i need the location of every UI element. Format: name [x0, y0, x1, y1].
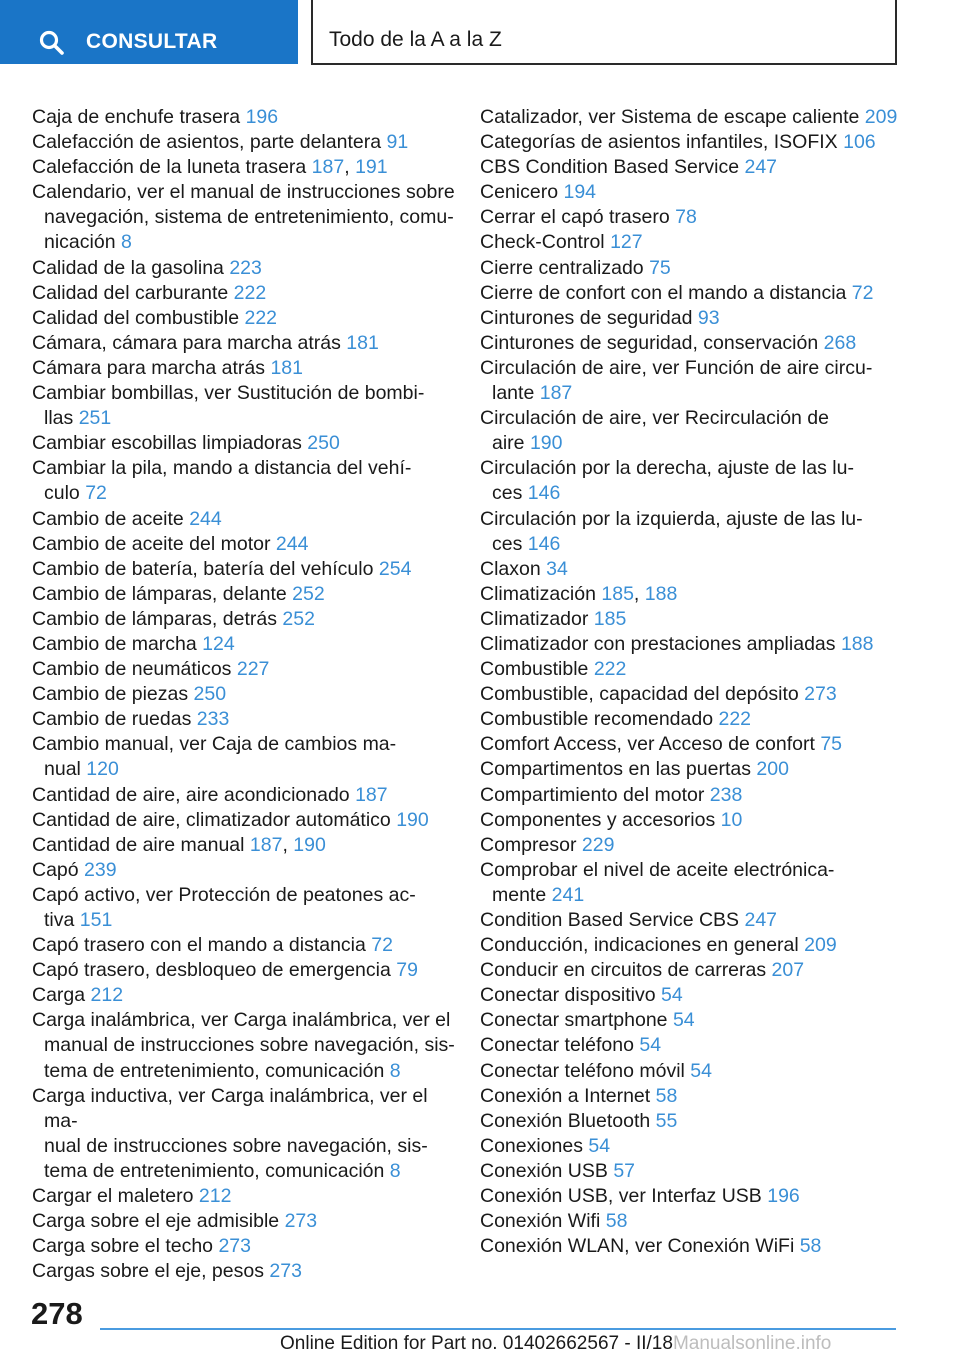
index-entry-text: Climatizador con prestaciones ampliadas	[480, 632, 836, 655]
page-link[interactable]: 239	[84, 858, 117, 881]
index-entry-text: Carga sobre el techo	[32, 1235, 214, 1258]
index-entry-text: Conexión Wifi	[480, 1210, 601, 1233]
page-link[interactable]: 252	[282, 607, 315, 630]
index-entry-text: Cambio de lámparas, delante	[32, 582, 287, 605]
index-entry	[480, 707, 920, 732]
page-link[interactable]: 209	[804, 934, 837, 957]
page-link[interactable]: 54	[690, 1059, 712, 1082]
index-entry: Climatización 185, 188	[480, 582, 678, 605]
page-link[interactable]: 181	[346, 331, 379, 354]
index-entry	[32, 1184, 462, 1209]
consult-label: CONSULTAR	[86, 30, 218, 53]
page-link[interactable]: 222	[244, 306, 278, 329]
page-link[interactable]: 93	[697, 306, 720, 329]
index-entry-text: llas	[44, 407, 74, 430]
index-entry	[480, 933, 920, 958]
page-link[interactable]: 273	[804, 683, 837, 706]
index-entry	[480, 632, 920, 657]
index-entry-text: Climatización	[480, 582, 596, 605]
index-entry	[480, 1209, 920, 1234]
page-link[interactable]: 187	[311, 156, 345, 179]
index-entry-text: Cámara para marcha atrás	[32, 356, 266, 379]
page-link[interactable]: 196	[245, 106, 279, 128]
index-entry	[480, 306, 920, 331]
page-link[interactable]: 190	[529, 432, 563, 455]
page-link[interactable]: 91	[386, 131, 409, 154]
index-entry-text: Carga sobre el eje admisible	[32, 1210, 280, 1233]
index-entry	[480, 657, 920, 682]
index-entry-text: Cargar el maletero	[32, 1185, 194, 1208]
index-entry-text: Combustible recomendado	[480, 708, 714, 731]
index-entry	[32, 707, 462, 732]
page-link[interactable]: 244	[275, 532, 309, 555]
index-entry-text: manual de instrucciones sobre navegación, sis-	[44, 1034, 455, 1057]
index-entry-text: Calendario, ver el manual de instrucciones sobre	[32, 181, 455, 204]
index-entry-text: Combustible	[480, 658, 589, 681]
index-entry-text: Capó trasero con el mando a distancia	[32, 934, 366, 957]
index-entry-text: Conectar smartphone	[480, 1009, 668, 1032]
index-entry-text: Cambio manual, ver Caja de cambios ma-	[32, 733, 397, 756]
index-entry	[32, 105, 462, 130]
page-link[interactable]: 75	[820, 733, 843, 756]
index-entry-text: Cambio de lámparas, detrás	[32, 607, 277, 630]
index-entry-text: mente	[492, 883, 547, 906]
page-link[interactable]: 185	[601, 582, 634, 605]
index-entry-text: Conexión USB, ver Interfaz USB	[480, 1185, 762, 1208]
index-entry-text: ces	[492, 532, 523, 555]
index-entry	[480, 1159, 920, 1184]
page-link[interactable]: 229	[581, 833, 615, 856]
index-entry	[480, 607, 920, 632]
index-entry-text: Compresor	[480, 833, 577, 856]
page-link[interactable]: 187	[249, 833, 283, 856]
page-link[interactable]: 190	[396, 808, 429, 831]
index-entry	[32, 732, 462, 782]
footer-edition	[280, 1333, 831, 1355]
index-entry	[32, 456, 462, 506]
index-entry-text: Conexión WLAN, ver Conexión WiFi	[480, 1235, 795, 1258]
index-entry-text: Cambio de marcha	[32, 632, 197, 655]
page-link[interactable]: 120	[86, 758, 119, 781]
index-entry	[32, 783, 462, 808]
index-entry-text: Conducir en circuitos de carreras	[480, 959, 767, 982]
index-column-left	[32, 105, 462, 1284]
index-entry	[480, 331, 920, 356]
index-entry-text: Calidad de la gasolina	[32, 256, 224, 279]
page-link[interactable]: 8	[389, 1059, 401, 1082]
index-entry-text: Combustible, capacidad del depósito	[480, 683, 799, 706]
index-entry	[480, 256, 920, 281]
index-entry-text: ces	[492, 482, 523, 505]
index-entry-text: Carga inductiva, ver Carga inalámbrica, ver el ma-	[32, 1084, 428, 1132]
page-link[interactable]: 222	[233, 281, 267, 304]
page-link[interactable]: 185	[593, 607, 627, 630]
page-link[interactable]: 238	[709, 783, 743, 806]
index-entry-text: Conectar dispositivo	[480, 984, 656, 1007]
index-entry	[32, 180, 462, 255]
index-entry-text: Carga	[32, 984, 86, 1007]
index-entry-text: Circulación por la derecha, ajuste de las lu-	[480, 457, 854, 480]
index-entry-text: Capó	[32, 858, 79, 881]
index-entry	[480, 1234, 920, 1259]
index-entry-text: Calidad del carburante	[32, 281, 229, 304]
index-entry	[32, 808, 462, 833]
index-entry	[480, 1109, 920, 1134]
index-entry-text: Cambiar la pila, mando a distancia del vehí-	[32, 457, 412, 480]
index-entry	[32, 983, 462, 1008]
index-entry-text: Cierre de confort con el mando a distancia	[480, 281, 847, 304]
page-link[interactable]: 223	[229, 256, 262, 279]
index-entry-text: Cenicero	[480, 181, 559, 204]
index-entry-text: nual de instrucciones sobre navegación, sis-	[44, 1134, 428, 1157]
index-entry	[480, 1033, 920, 1058]
index-entry	[32, 431, 462, 456]
page-link[interactable]: 194	[563, 181, 597, 204]
index-entry	[32, 356, 462, 381]
index-entry-text: Cambio de neumáticos	[32, 658, 232, 681]
page-link[interactable]: 250	[307, 432, 340, 455]
index-entry	[480, 180, 920, 205]
page-link[interactable]: 244	[189, 507, 222, 530]
page-link[interactable]: 72	[851, 281, 874, 304]
tab-a-to-z[interactable]	[311, 0, 897, 65]
index-entry	[480, 155, 920, 180]
index-entry-text: Comfort Access, ver Acceso de confort	[480, 733, 815, 756]
page-link[interactable]: 209	[864, 106, 898, 128]
page-link[interactable]: 207	[771, 959, 805, 982]
index-entry-text: culo	[44, 482, 80, 505]
index-entry-text: Cambio de ruedas	[32, 708, 192, 731]
index-entry-text: Cambiar escobillas limpiadoras	[32, 432, 302, 455]
index-entry	[32, 1008, 462, 1083]
index-entry	[480, 682, 920, 707]
index-entry: Cantidad de aire manual 187, 190	[32, 833, 326, 856]
index-entry	[480, 130, 920, 155]
index-entry-text: Conectar teléfono	[480, 1034, 634, 1057]
page-link[interactable]: 72	[371, 934, 393, 957]
index-entry	[32, 557, 462, 582]
page-link[interactable]: 79	[396, 959, 418, 982]
index-entry-text: Cerrar el capó trasero	[480, 206, 670, 229]
index-entry-text: Cámara, cámara para marcha atrás	[32, 331, 341, 354]
index-entry	[480, 908, 920, 933]
page-link[interactable]: 251	[78, 407, 112, 430]
index-entry-text: Cantidad de aire, climatizador automático	[32, 808, 391, 831]
index-entry-text: Capó trasero, desbloqueo de emergencia	[32, 959, 391, 982]
index-entry-text: Cambio de aceite	[32, 507, 184, 530]
index-entry-text: Check-Control	[480, 231, 605, 254]
index-entry	[32, 381, 462, 431]
index-entry	[32, 1084, 462, 1184]
index-entry	[32, 331, 462, 356]
index-entry	[32, 306, 462, 331]
page-link[interactable]: 247	[744, 909, 778, 931]
index-entry-text: Condition Based Service CBS	[480, 909, 740, 931]
page-link[interactable]: 191	[355, 156, 388, 179]
page-link[interactable]: 8	[120, 231, 132, 254]
index-entry-text: Calidad del combustible	[32, 306, 240, 329]
index-entry	[32, 582, 462, 607]
page-link[interactable]: 227	[236, 658, 270, 681]
page-link[interactable]: 127	[610, 231, 643, 254]
index-entry	[480, 557, 920, 582]
index-entry-text: lante	[492, 382, 535, 405]
index-entry	[480, 281, 920, 306]
page-link[interactable]: 247	[744, 156, 778, 179]
page-link[interactable]: 188	[840, 632, 874, 655]
index-entry	[32, 657, 462, 682]
search-icon	[39, 30, 65, 56]
index-entry	[480, 1008, 920, 1033]
index-entry	[32, 1234, 462, 1259]
page-link[interactable]: 146	[527, 482, 561, 505]
index-entry-text: Cinturones de seguridad, conservación	[480, 331, 819, 354]
index-entry-text: Claxon	[480, 557, 541, 580]
page-link[interactable]: 146	[527, 532, 561, 555]
footer-rule	[100, 1328, 896, 1330]
index-entry-text: Cambio de piezas	[32, 683, 189, 706]
index-entry	[480, 507, 920, 557]
page-link[interactable]: 273	[269, 1260, 302, 1283]
index-entry	[32, 607, 462, 632]
page-link[interactable]: 241	[551, 883, 585, 906]
index-entry	[32, 281, 462, 306]
index-entry-text: Cantidad de aire manual	[32, 833, 245, 856]
index-entry-text: nicación	[44, 231, 116, 254]
page-link[interactable]: 124	[202, 632, 235, 655]
index-entry	[32, 632, 462, 657]
index-entry-text: tema de entretenimiento, comunicación	[44, 1159, 385, 1182]
index-entry	[32, 1259, 462, 1284]
index-entry-text: Conectar teléfono móvil	[480, 1059, 685, 1082]
index-entry	[480, 406, 920, 456]
index-entry	[480, 732, 920, 757]
index-entry-text: Cambio de aceite del motor	[32, 532, 271, 555]
page-link[interactable]: 200	[756, 758, 789, 781]
consult-button[interactable]	[0, 0, 298, 64]
index-entry	[32, 858, 462, 883]
index-entry	[480, 230, 920, 255]
index-entry-text: Compartimentos en las puertas	[480, 758, 751, 781]
page-link[interactable]: 55	[655, 1109, 678, 1132]
index-entry	[480, 1134, 920, 1159]
index-entry-text: Compartimiento del motor	[480, 783, 705, 806]
page-link[interactable]: 187	[539, 382, 573, 405]
page-link[interactable]: 8	[389, 1159, 401, 1182]
index-entry-text: Conexiones	[480, 1134, 583, 1157]
page-link[interactable]: 250	[193, 683, 227, 706]
index-entry	[32, 933, 462, 958]
index-entry	[480, 205, 920, 230]
index-entry-text: nual	[44, 758, 81, 781]
index-entry-text: Cinturones de seguridad	[480, 306, 693, 329]
index-entry	[32, 256, 462, 281]
index-column-right	[480, 105, 920, 1259]
index-entry	[480, 783, 920, 808]
index-entry-text: Categorías de asientos infantiles, ISOFIX	[480, 131, 838, 154]
index-entry-text: CBS Condition Based Service	[480, 156, 740, 179]
index-entry-text: Cargas sobre el eje, pesos	[32, 1260, 264, 1283]
index-entry	[480, 1184, 920, 1209]
index-entry-text: Cambio de batería, batería del vehículo	[32, 557, 374, 580]
page-number: 278	[31, 1296, 83, 1331]
header	[0, 0, 960, 66]
tab-a-to-z-label: Todo de la A a la Z	[329, 28, 502, 51]
page-link[interactable]: 181	[270, 356, 303, 379]
index-entry	[32, 958, 462, 983]
page-link[interactable]: 254	[378, 557, 412, 580]
index-entry-text: Circulación de aire, ver Función de aire circu-	[480, 356, 873, 379]
page-link[interactable]: 222	[718, 708, 752, 731]
index-entry-text: Calefacción de asientos, parte delantera	[32, 131, 382, 154]
index-entry	[32, 532, 462, 557]
index-entry-text: Calefacción de la luneta trasera	[32, 156, 307, 179]
index-entry	[32, 682, 462, 707]
index-entry-text: Comprobar el nivel de aceite electrónica-	[480, 858, 835, 881]
index-entry-text: Carga inalámbrica, ver Carga inalámbrica, ver el	[32, 1009, 451, 1032]
index-entry-text: Catalizador, ver Sistema de escape caliente	[480, 106, 860, 128]
page-link[interactable]: 54	[672, 1009, 695, 1032]
page-link[interactable]: 273	[218, 1235, 251, 1258]
page-link[interactable]: 58	[799, 1235, 822, 1258]
index-entry-text: Cantidad de aire, aire acondicionado	[32, 783, 350, 806]
index-entry	[480, 858, 920, 908]
page-link[interactable]: 54	[661, 984, 683, 1007]
page-link[interactable]: 222	[593, 658, 627, 681]
page-link[interactable]: 233	[196, 708, 230, 731]
index-entry-text: Conexión Bluetooth	[480, 1109, 651, 1132]
page-link[interactable]: 188	[644, 582, 678, 605]
index-entry	[480, 105, 920, 130]
page-link[interactable]: 10	[720, 808, 743, 831]
page-link[interactable]: 75	[649, 256, 671, 279]
page-link[interactable]: 187	[355, 783, 388, 806]
page-link[interactable]: 34	[546, 557, 568, 580]
index-entry-text: Caja de enchufe trasera	[32, 106, 241, 128]
index-entry	[32, 1209, 462, 1234]
edition-text: Online Edition for Part no. 01402662567 - II/18	[280, 1333, 673, 1354]
page-link[interactable]: 58	[655, 1084, 678, 1107]
index-entry-text: aire	[492, 432, 525, 455]
index-entry	[480, 356, 920, 406]
index-entry	[480, 833, 920, 858]
index-entry	[480, 808, 920, 833]
index-entry	[480, 757, 920, 782]
index-entry-text: Cierre centralizado	[480, 256, 644, 279]
index-entry-text: Climatizador	[480, 607, 589, 630]
page-link[interactable]: 268	[823, 331, 857, 354]
index-entry-text: Circulación de aire, ver Recirculación de	[480, 407, 829, 430]
index-entry-text: Cambiar bombillas, ver Sustitución de bombi-	[32, 382, 425, 405]
page-link[interactable]: 196	[767, 1185, 800, 1208]
index-entry-text: Componentes y accesorios	[480, 808, 716, 831]
index-entry	[32, 507, 462, 532]
page-link[interactable]: 252	[292, 582, 325, 605]
watermark: Manualsonline.info	[672, 1333, 832, 1354]
index-entry-text: navegación, sistema de entretenimiento, comu-	[44, 206, 454, 229]
index-entry-text: tema de entretenimiento, comunicación	[44, 1059, 385, 1082]
index-entry-text: Conexión a Internet	[480, 1084, 651, 1107]
index-entry-text: Conexión USB	[480, 1159, 608, 1182]
page-link[interactable]: 72	[85, 482, 107, 505]
page-link[interactable]: 190	[293, 833, 326, 856]
page-link[interactable]: 106	[843, 131, 876, 154]
index-entry-text: Conducción, indicaciones en general	[480, 934, 799, 957]
page-link[interactable]: 212	[198, 1185, 232, 1208]
index-entry-text: Circulación por la izquierda, ajuste de las lu-	[480, 507, 863, 530]
page-link[interactable]: 151	[79, 909, 113, 931]
index-entry	[480, 456, 920, 506]
page-link[interactable]: 58	[605, 1210, 628, 1233]
index-entry	[480, 1059, 920, 1084]
page-link[interactable]: 54	[588, 1134, 611, 1157]
index-entry	[480, 983, 920, 1008]
index-entry-text: Capó activo, ver Protección de peatones ac-	[32, 883, 416, 906]
page-link[interactable]: 212	[90, 984, 124, 1007]
index-entry	[32, 130, 462, 155]
index-entry: Calefacción de la luneta trasera 187, 191	[32, 156, 388, 179]
index-entry-text: tiva	[44, 909, 75, 931]
page-link[interactable]: 57	[613, 1159, 636, 1182]
page-link[interactable]: 78	[675, 206, 697, 229]
index-entry	[32, 883, 462, 933]
index-entry	[480, 1084, 920, 1109]
index-entry	[480, 958, 920, 983]
page-link[interactable]: 273	[284, 1210, 318, 1233]
page-link[interactable]: 54	[639, 1034, 662, 1057]
